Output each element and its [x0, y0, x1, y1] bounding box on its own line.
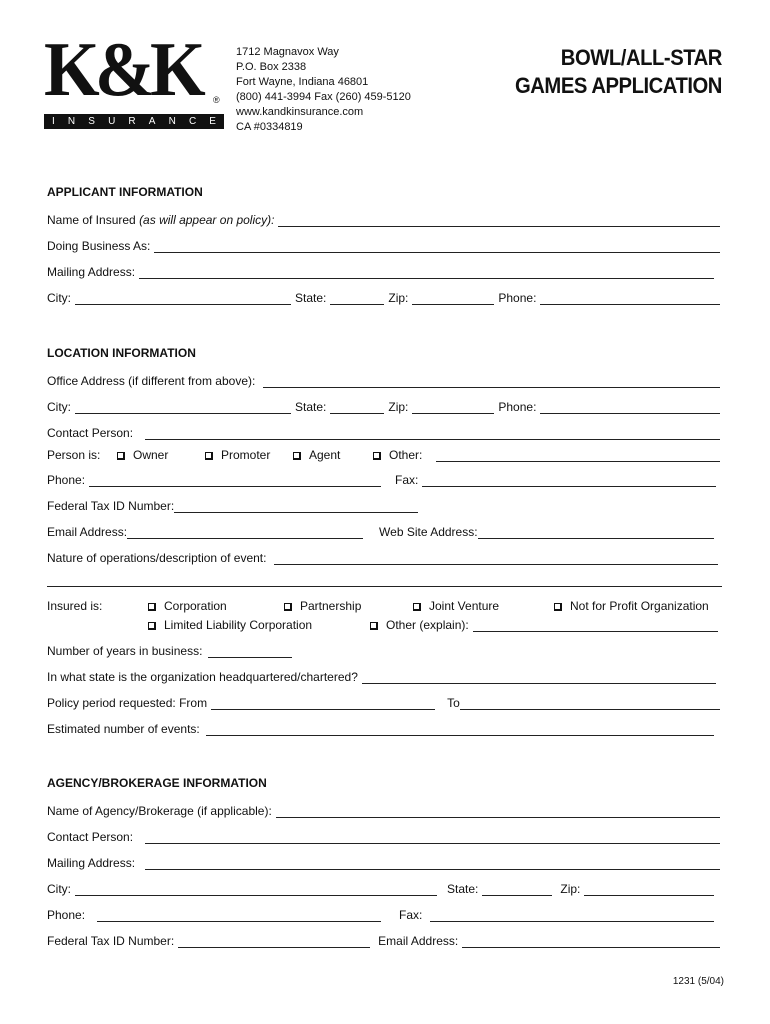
insured-is-row-2 [47, 616, 722, 632]
joint-venture-checkbox[interactable]: Joint Venture [413, 599, 554, 613]
agency-tax-email-row: Federal Tax ID Number: Email Address: [47, 932, 724, 948]
phone-field[interactable] [540, 294, 720, 305]
agency-fax-field[interactable] [430, 911, 714, 922]
other-person-field[interactable] [436, 451, 720, 462]
person-is-row: Person is: Owner Promoter Agent Other: [47, 446, 724, 462]
applicant-heading: APPLICANT INFORMATION [47, 185, 203, 199]
tax-id-field[interactable] [174, 502, 418, 513]
location-city-field[interactable] [75, 403, 291, 414]
contact-person-row: Contact Person: [47, 424, 724, 440]
agency-phone-field[interactable] [97, 911, 381, 922]
promoter-checkbox[interactable]: Promoter [205, 448, 293, 462]
agency-name-field[interactable] [276, 807, 720, 818]
policy-from-field[interactable] [211, 699, 435, 710]
company-logo [44, 26, 224, 129]
company-address [236, 45, 411, 135]
location-phone-field[interactable] [540, 403, 720, 414]
zip-field[interactable] [412, 294, 494, 305]
logo-insurance-bar: I N S U R A N C E [44, 114, 224, 129]
website-field[interactable] [478, 528, 714, 539]
agent-checkbox[interactable]: Agent [293, 448, 373, 462]
email-field[interactable] [127, 528, 363, 539]
insured-name-field[interactable] [278, 216, 720, 227]
mailing-address-row: Mailing Address: [47, 263, 718, 279]
agency-contact-row: Contact Person: [47, 828, 724, 844]
address-line: 1712 Magnavox Way [236, 46, 339, 58]
dba-row: Doing Business As: [47, 237, 724, 253]
location-state-field[interactable] [330, 403, 384, 414]
agency-state-field[interactable] [482, 885, 552, 896]
location-city-row: City: State: Zip: Phone: [47, 398, 724, 414]
mailing-address-field[interactable] [139, 268, 714, 279]
location-heading: LOCATION INFORMATION [47, 346, 196, 360]
location-zip-field[interactable] [412, 403, 494, 414]
agency-email-field[interactable] [462, 937, 720, 948]
location-fax-field[interactable] [422, 476, 716, 487]
email-website-row: Email Address: Web Site Address: [47, 523, 718, 539]
tax-id-row: Federal Tax ID Number: [47, 497, 724, 513]
nature-of-operations-field[interactable] [274, 554, 718, 565]
city-field[interactable] [75, 294, 291, 305]
other-entity-checkbox[interactable]: Other (explain): [370, 618, 469, 632]
location-phone-fax-row: Phone: Fax: [47, 471, 720, 487]
address-line: Fort Wayne, Indiana 46801 [236, 76, 369, 88]
not-for-profit-checkbox[interactable]: Not for Profit Organization [554, 599, 709, 613]
contact-person-field[interactable] [145, 429, 720, 440]
corporation-checkbox[interactable]: Corporation [148, 599, 284, 613]
policy-to-field[interactable] [460, 699, 720, 710]
applicant-city-row: City: State: Zip: Phone: [47, 289, 724, 305]
state-headquartered-field[interactable] [362, 673, 716, 684]
other-checkbox[interactable]: Other: [373, 448, 422, 462]
agency-mailing-field[interactable] [145, 859, 720, 870]
other-entity-field[interactable] [473, 621, 718, 632]
nature-of-operations-row: Nature of operations/description of event: [47, 549, 722, 565]
years-in-business-field[interactable] [208, 647, 292, 658]
agency-phone-fax-row: Phone: Fax: [47, 906, 718, 922]
document-title: BOWL/ALL-STAR GAMES APPLICATION [515, 45, 722, 98]
years-in-business-row: Number of years in business: [47, 642, 724, 658]
insured-is-row: Insured is: Corporation Partnership Joint Venture Not for Profit Organization [47, 599, 709, 613]
address-line: www.kandkinsurance.com [236, 106, 364, 118]
dba-field[interactable] [154, 242, 720, 253]
office-address-field[interactable] [263, 377, 720, 388]
agency-heading: AGENCY/BROKERAGE INFORMATION [47, 776, 267, 790]
llc-checkbox[interactable]: Limited Liability Corporation [148, 618, 370, 632]
policy-period-row: Policy period requested: From To [47, 694, 724, 710]
agency-mailing-row: Mailing Address: [47, 854, 724, 870]
form-number: 1231 (5/04) [672, 976, 724, 987]
estimated-events-field[interactable] [206, 725, 714, 736]
agency-city-field[interactable] [75, 885, 437, 896]
estimated-events-row: Estimated number of events: [47, 720, 718, 736]
address-line: CA #0334819 [236, 121, 303, 133]
owner-checkbox[interactable]: Owner [117, 448, 205, 462]
address-line: P.O. Box 2338 [236, 61, 307, 73]
location-phone2-field[interactable] [89, 476, 381, 487]
office-address-row: Office Address (if different from above): [47, 372, 724, 388]
agency-name-row: Name of Agency/Brokerage (if applicable): [47, 802, 724, 818]
agency-city-row: City: State: Zip: [47, 880, 718, 896]
state-field[interactable] [330, 294, 384, 305]
partnership-checkbox[interactable]: Partnership [284, 599, 413, 613]
agency-tax-id-field[interactable] [178, 937, 370, 948]
logo-wordmark: K&K [44, 26, 202, 112]
state-headquartered-row: In what state is the organization headquartered/chartered? [47, 668, 720, 684]
agency-zip-field[interactable] [584, 885, 714, 896]
nature-continuation-line[interactable] [47, 586, 722, 587]
insured-name-row: Name of Insured (as will appear on policy): [47, 211, 724, 227]
registered-mark: ® [213, 95, 220, 105]
agency-contact-field[interactable] [145, 833, 720, 844]
address-line: (800) 441-3994 Fax (260) 459-5120 [236, 91, 411, 103]
